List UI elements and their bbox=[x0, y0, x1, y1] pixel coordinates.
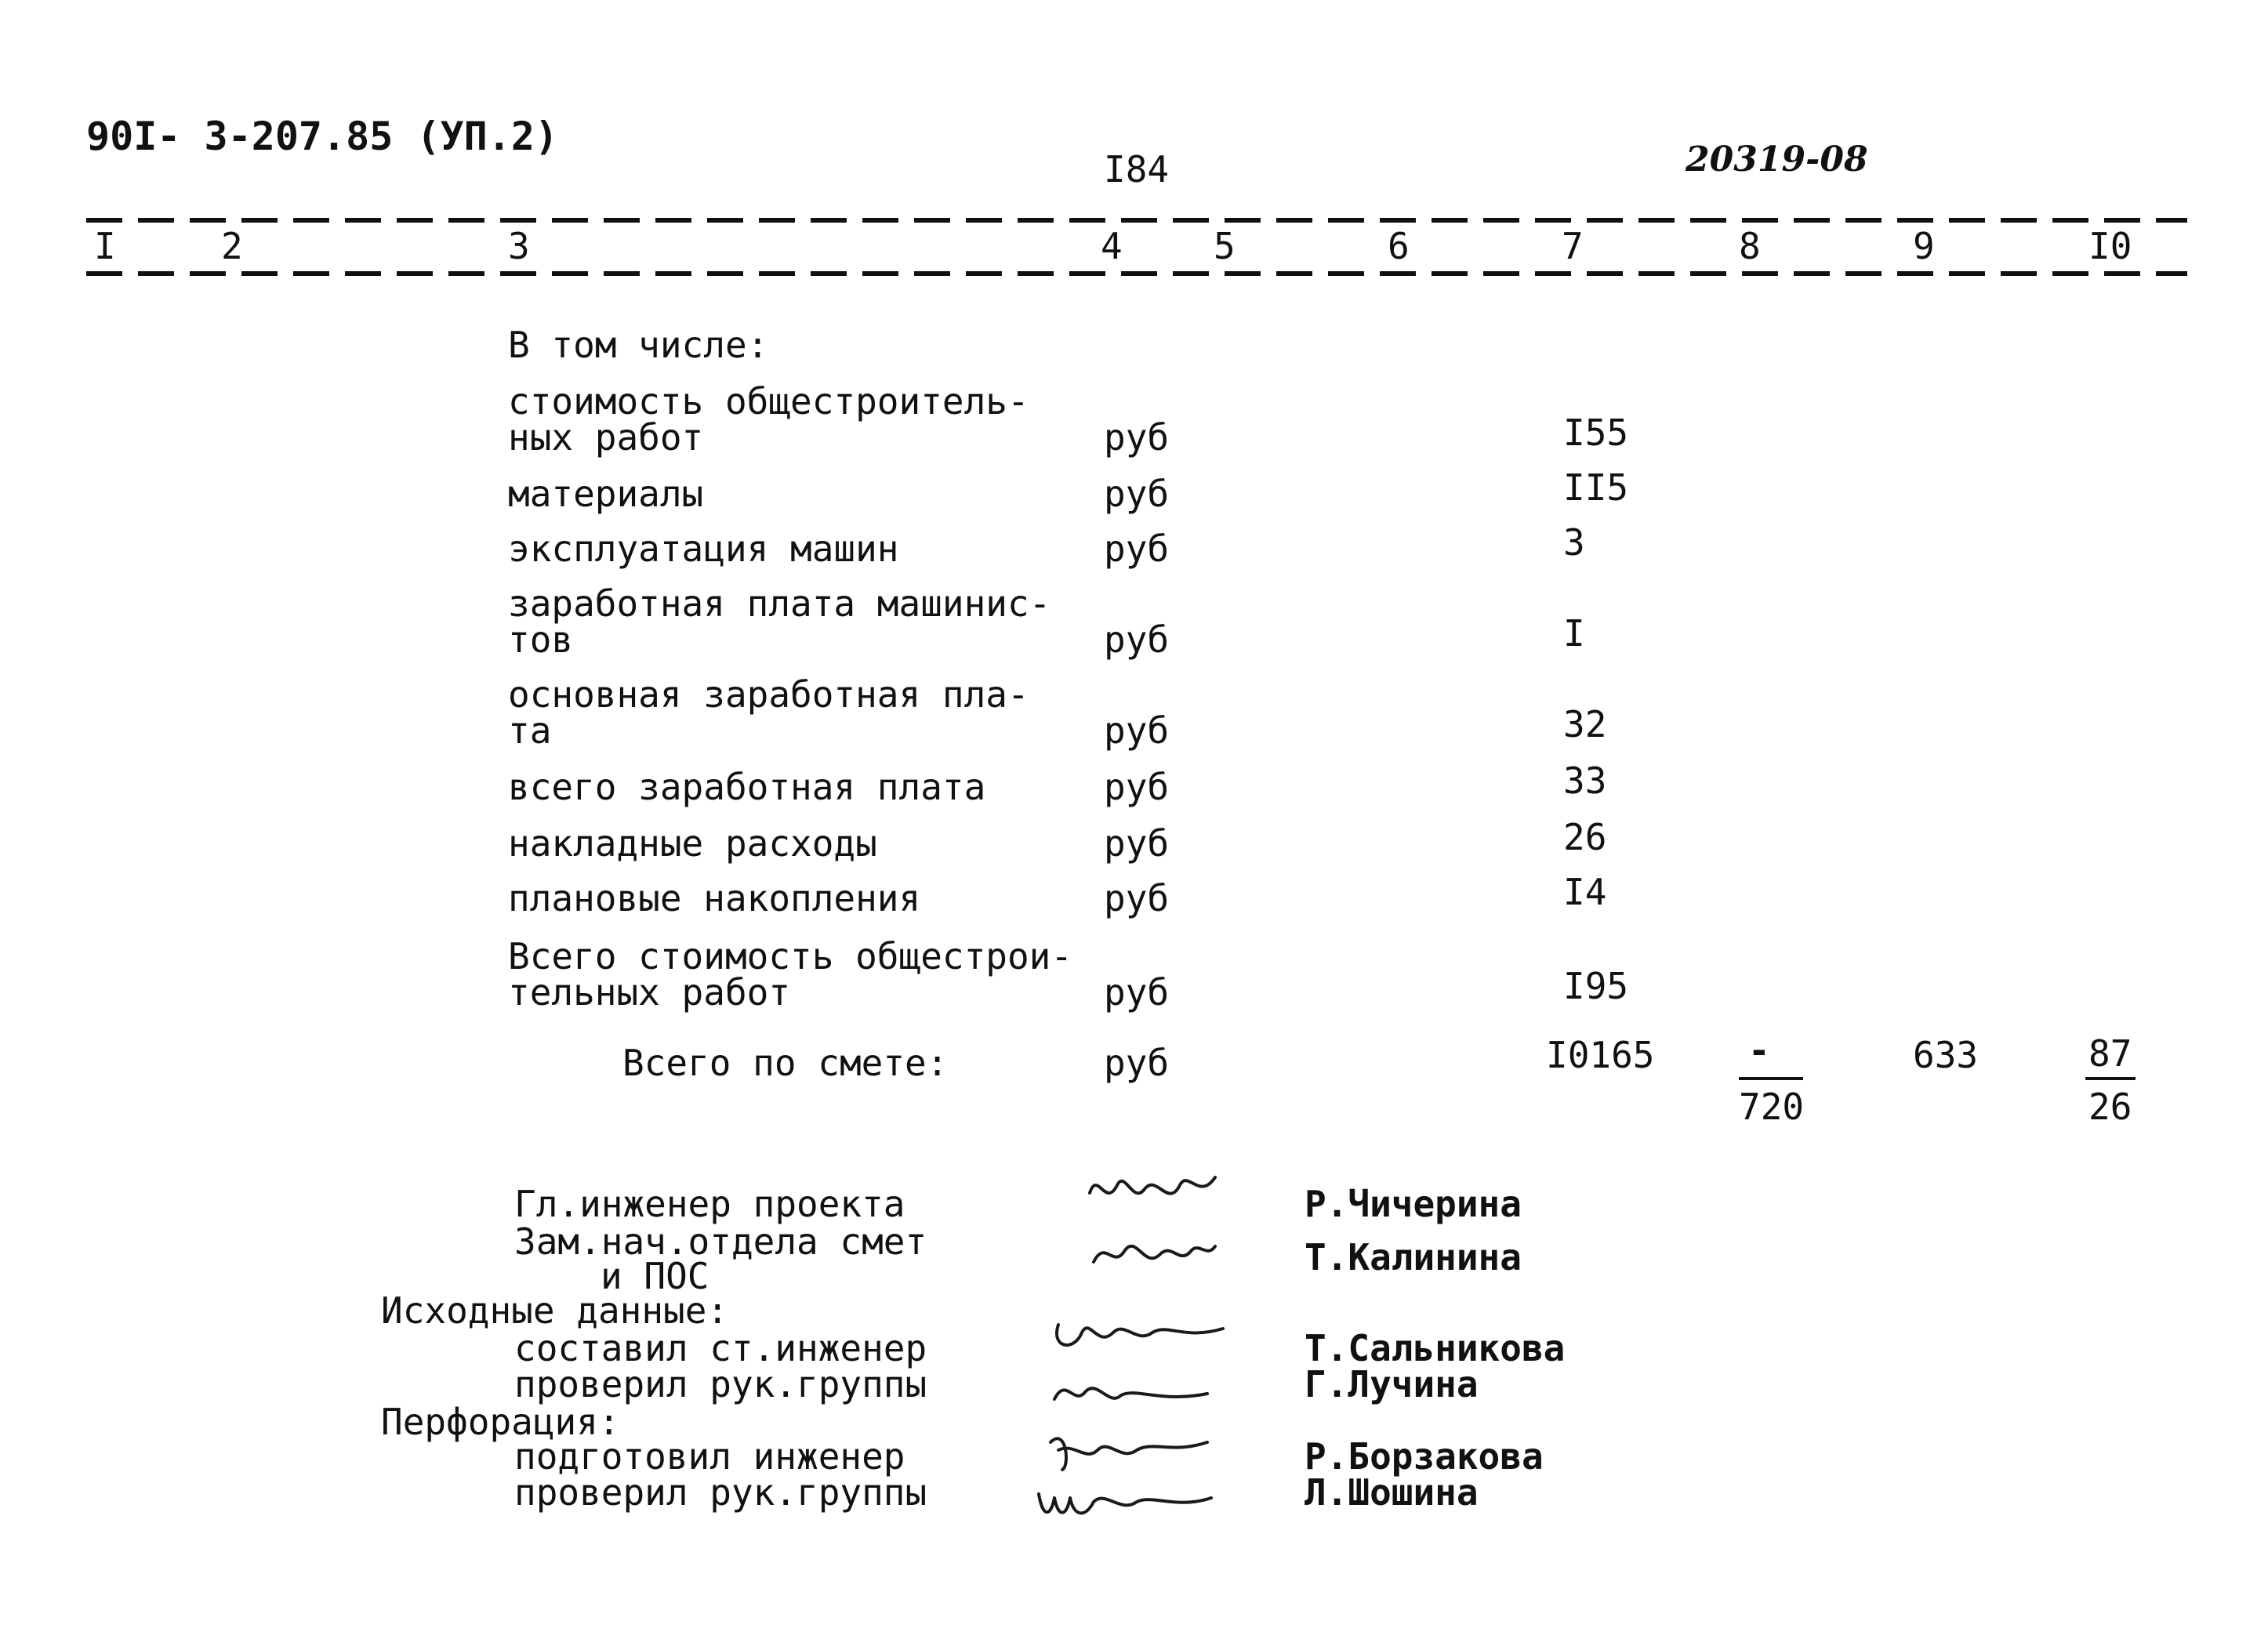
row-label: эксплуатация машин bbox=[508, 528, 899, 570]
column-header-5: 5 bbox=[1214, 225, 1236, 267]
total-col10-denominator: 26 bbox=[2088, 1086, 2132, 1128]
compiled-by-name: Т.Сальникова bbox=[1305, 1327, 1566, 1369]
checked-by-title-2: проверил рук.группы bbox=[514, 1471, 927, 1514]
row-label: плановые накопления bbox=[508, 877, 921, 919]
row-label: стоимость общестроитель- bbox=[508, 380, 1029, 422]
perforation-heading: Перфорация: bbox=[381, 1401, 620, 1443]
column-header-1: I bbox=[94, 225, 116, 267]
row-value: I55 bbox=[1563, 412, 1629, 454]
row-unit: руб bbox=[1104, 709, 1170, 752]
row-label-continued: ных работ bbox=[508, 416, 704, 459]
total-value-col9: 633 bbox=[1913, 1034, 1979, 1076]
row-value: I95 bbox=[1563, 965, 1629, 1007]
row-label: всего заработная плата bbox=[508, 766, 986, 808]
deputy-title-continued: и ПОС bbox=[601, 1255, 709, 1297]
row-value: II5 bbox=[1563, 466, 1629, 509]
row-label-continued: тов bbox=[508, 618, 574, 661]
row-label: заработная плата машинис- bbox=[508, 582, 1051, 625]
column-header-4: 4 bbox=[1101, 225, 1123, 267]
page-number: I84 bbox=[1104, 148, 1170, 190]
column-header-2: 2 bbox=[221, 225, 243, 267]
row-label-continued: та bbox=[508, 709, 552, 752]
deputy-name: Т.Калинина bbox=[1305, 1236, 1522, 1278]
prepared-by-title: подготовил инженер bbox=[514, 1435, 905, 1478]
row-label-continued: тельных работ bbox=[508, 971, 791, 1013]
total-col10-numerator: 87 bbox=[2088, 1032, 2132, 1075]
header-rule-bottom bbox=[86, 271, 2187, 276]
total-unit: руб bbox=[1104, 1042, 1170, 1084]
row-value: 26 bbox=[1563, 816, 1607, 858]
signature-shoshina bbox=[1027, 1470, 1223, 1533]
column-header-6: 6 bbox=[1388, 225, 1410, 267]
row-unit: руб bbox=[1104, 618, 1170, 661]
row-value: 3 bbox=[1563, 521, 1585, 564]
total-col8-denominator: 720 bbox=[1739, 1086, 1805, 1128]
row-label: основная заработная пла- bbox=[508, 673, 1029, 716]
chief-engineer-title: Гл.инженер проекта bbox=[514, 1183, 905, 1225]
signature-luchina bbox=[1043, 1364, 1223, 1419]
row-label: материалы bbox=[508, 473, 704, 515]
row-value: I bbox=[1563, 612, 1585, 655]
signature-salnikova bbox=[1043, 1301, 1239, 1364]
signature-chicherina bbox=[1082, 1162, 1231, 1224]
row-value: 32 bbox=[1563, 703, 1607, 745]
section-title: В том числе: bbox=[508, 324, 769, 366]
row-unit: руб bbox=[1104, 877, 1170, 919]
total-col8-numerator: - bbox=[1748, 1029, 1770, 1072]
fraction-line-col10 bbox=[2085, 1077, 2136, 1080]
row-unit: руб bbox=[1104, 766, 1170, 808]
row-unit: руб bbox=[1104, 971, 1170, 1013]
column-header-8: 8 bbox=[1739, 225, 1761, 267]
row-value: 33 bbox=[1563, 760, 1607, 802]
stamp-number: 20319-08 bbox=[1686, 140, 1868, 179]
row-unit: руб bbox=[1104, 416, 1170, 459]
row-unit: руб bbox=[1104, 473, 1170, 515]
checked-by-name: Г.Лучина bbox=[1305, 1363, 1479, 1405]
prepared-by-name: Р.Борзакова bbox=[1305, 1435, 1544, 1478]
deputy-title: Зам.нач.отдела смет bbox=[514, 1220, 927, 1263]
source-data-heading: Исходные данные: bbox=[381, 1289, 729, 1332]
column-header-7: 7 bbox=[1562, 225, 1584, 267]
column-header-10: I0 bbox=[2088, 225, 2132, 267]
row-value: I4 bbox=[1563, 871, 1607, 913]
fraction-line-col8 bbox=[1739, 1077, 1803, 1080]
header-rule-top bbox=[86, 218, 2187, 223]
total-label: Всего по смете: bbox=[622, 1042, 949, 1084]
signature-kalinina bbox=[1082, 1223, 1223, 1285]
compiled-by-title: составил ст.инженер bbox=[514, 1327, 927, 1369]
total-value-col7: I0165 bbox=[1546, 1034, 1655, 1076]
document-code: 90I- 3-207.85 (УП.2) bbox=[86, 114, 559, 159]
checked-by-name-2: Л.Шошина bbox=[1305, 1471, 1479, 1514]
chief-engineer-name: Р.Чичерина bbox=[1305, 1183, 1522, 1225]
row-label: накладные расходы bbox=[508, 822, 877, 865]
checked-by-title: проверил рук.группы bbox=[514, 1363, 927, 1405]
row-unit: руб bbox=[1104, 822, 1170, 865]
row-unit: руб bbox=[1104, 528, 1170, 570]
row-label: Всего стоимость общестрои- bbox=[508, 935, 1073, 977]
column-header-3: 3 bbox=[508, 225, 530, 267]
column-header-9: 9 bbox=[1913, 225, 1935, 267]
